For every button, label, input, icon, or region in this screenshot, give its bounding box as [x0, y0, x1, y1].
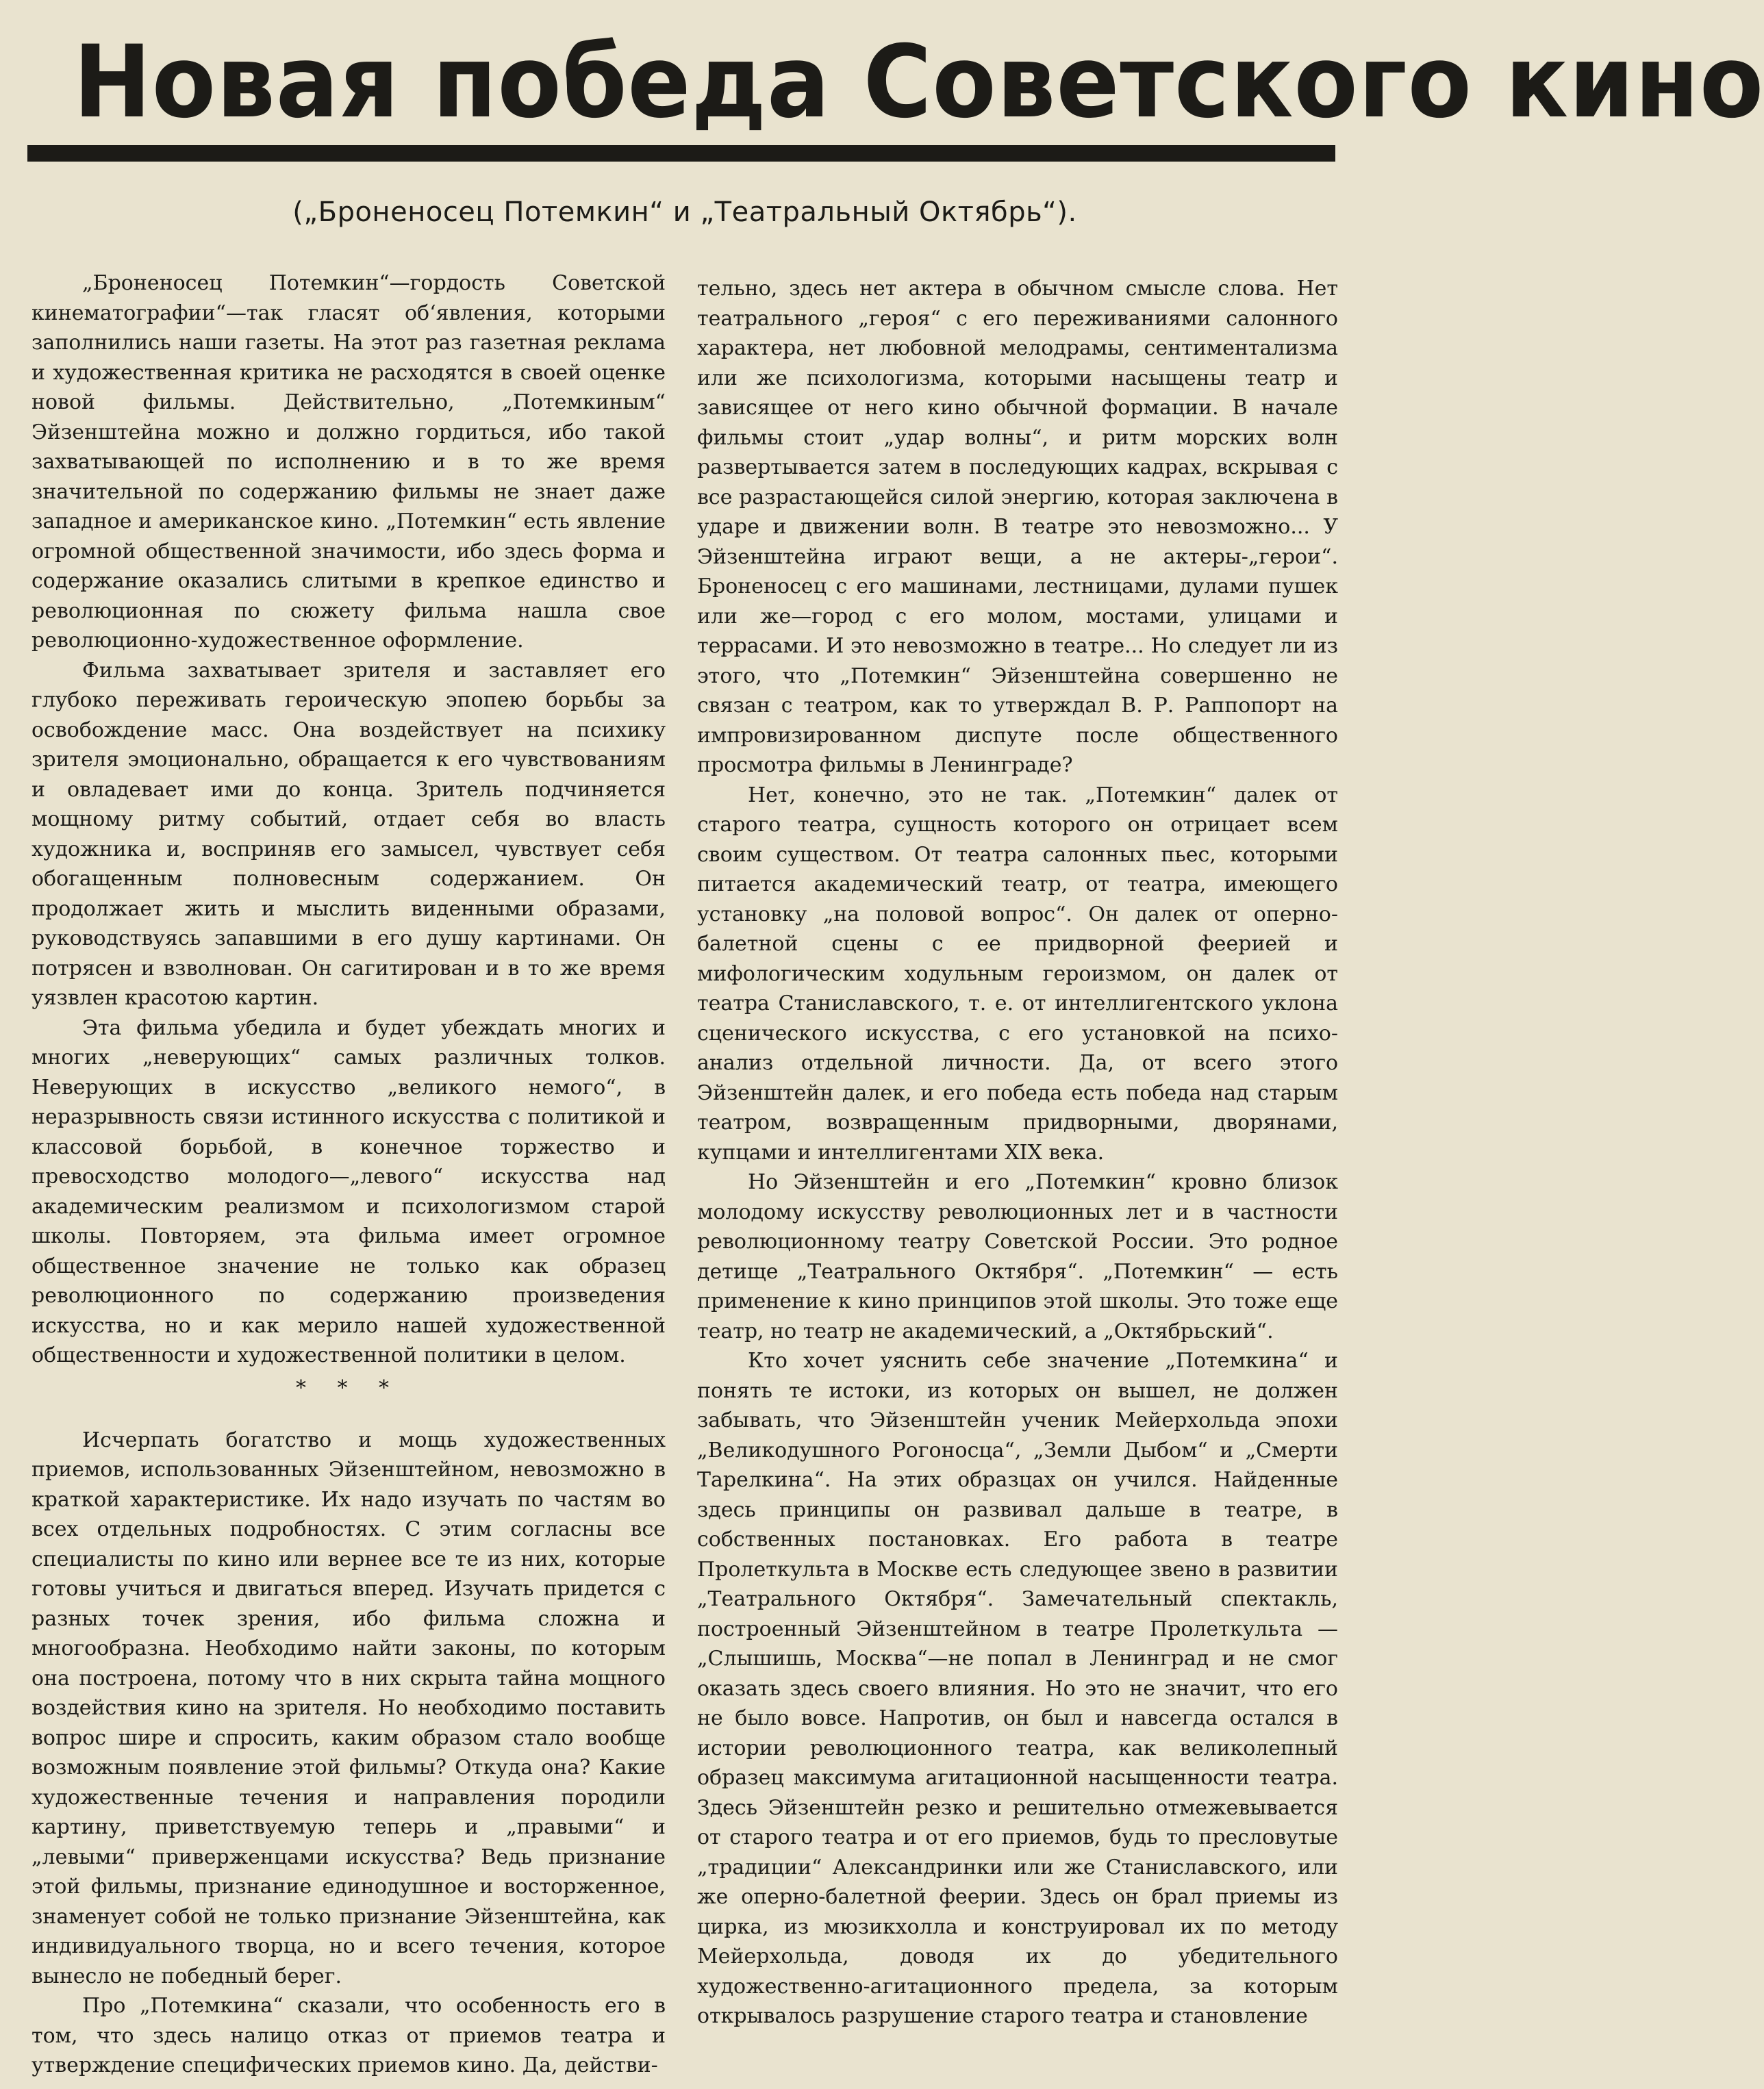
section-separator: * * * [295, 1376, 402, 1400]
paragraph: „Броненосец Потемкин“—гордость Советской кинематографии“—так гласят об‘явления, которыми заполнились наши газеты. На этот раз газетная реклама и художественная критика не расходятся в своей оценке новой фильмы. Действительно, „Потемкиным“ Эйзенштейна можно и должно гордиться, ибо такой захватывающей по исполнению и в то же время значительной по содержанию фильмы не знает даже западное и американское кино. „Потемкин“ есть явление огромной общественной значимости, ибо здесь форма и содержание оказались слитыми в крепкое единство и революционная по сюжету фильма нашла свое революционно-художественное оформление. [32, 271, 666, 653]
paragraph: Про „Потемкина“ сказали, что особенность его в том, что здесь налицо отказ от приемов театра и утверждение специфических приемов кино. Да, действи- [32, 1994, 666, 2077]
paragraph: Исчерпать богатство и мощь художественных приемов, использованных Эйзенштейном, невозможно в краткой характеристике. Их надо изучать по частям во всех отдельных подробностях. С этим согласны все специалисты по кино или вернее все те из них, которые готовы учиться и двигаться вперед. Изучать придется с разных точек зрения, ибо фильма сложна и многообразна. Необходимо найти законы, по которым она построена, потому что в них скрыта тайна мощного воздействия кино на зрителя. Но необходимо поставить вопрос шире и спросить, каким образом стало вообще возможным появление этой фильмы? Откуда она? Какие художественные течения и направления породили картину, приветствуемую теперь и „правыми“ и „левыми“ приверженцами искусства? Ведь признание этой фильмы, признание единодушное и восторженное, знаменует собой не только признание Эйзенштейна, как индивидуального творца, но и всего течения, которое вынесло не победный берег. [32, 1428, 666, 1988]
paragraph: Кто хочет уяснить себе значение „Потемкина“ и понять те истоки, из которых он вышел, не должен забывать, что Эйзенштейн ученик Мейерхольда эпохи „Великодушного Рогоносца“, „Земли Дыбом“ и „Смерти Тарелкина“. На этих образцах он учился. Найденные здесь принципы он развивал дальше в театре, в собственных постановках. Его работа в театре Пролеткульта в Москве есть следующее звено в развитии „Театрального Октября“. Замечательный спектакль, построенный Эйзенштейном в театре Пролеткульта — „Слышишь, Москва“—не попал в Ленинград и не смог оказать здесь своего влияния. Но это не значит, что его не было вовсе. Напротив, он был и навсегда остался в истории революционного театра, как великолепный образец максимума агитационной насыщенности театра. Здесь Эйзенштейн резко и решительно отмежевывается от старого театра и от его приемов, будь то пресловутые „традиции“ Александринки или же Станиславского, или же оперно-балетной феерии. Здесь он брал приемы из цирка, из мюзикхолла и конструировал их по методу Мейерхольда, доводя их до убедительного художественно-агитационного предела, за которым открывалось разрушение старого театра и становление [697, 1349, 1338, 2028]
paragraph: Нет, конечно, это не так. „Потемкин“ далек от старого театра, сущность которого он отрицает всем своим существом. От театра салонных пьес, которыми питается академический театр, от театра, имеющего установку „на половой вопрос“. Он далек от оперно-балетной сцены с ее придворной феерией и мифологическим ходульным героизмом, он далек от театра Станиславского, т. е. от интеллигентского уклона сценического искусства, с его установкой на психо-анализ отдельной личности. Да, от всего этого Эйзенштейн далек, и его победа есть победа над старым театром, возвращенным придворными, дворянами, купцами и интеллигентами XIX века. [697, 783, 1338, 1165]
paragraph-continuation: тельно, здесь нет актера в обычном смысле слова. Нет театрального „героя“ с его переживаниями салонного характера, нет любовной мелодрамы, сентиментализма или же психологизма, которыми насыщены театр и зависящее от него кино обычной формации. В начале фильмы стоит „удар волны“, и ритм морских волн развертывается затем в последующих кадрах, вскрывая с все разрастающейся силой энергию, которая заключена в ударе и движении волн. В театре это невозможно... У Эйзенштейна играют вещи, а не актеры-„герои“. Броненосец с его машинами, лестницами, дулами пушек или же—город с его молом, мостами, улицами и террасами. И это невозможно в театре... Но следует ли из этого, что „Потемкин“ Эйзенштейна совершенно не связан с театром, как то утверждал В. Р. Раппопорт на импровизированном диспуте после общественного просмотра фильмы в Ленинграде? [697, 277, 1338, 777]
paragraph: Фильма захватывает зрителя и заставляет его глубоко переживать героическую эпопею борьбы за освобождение масс. Она воздействует на психику зрителя эмоционально, обращается к его чувствованиям и овладевает ими до конца. Зритель подчиняется мощному ритму событий, отдает себя во власть художника и, восприняв его замысел, чувствует себя обогащенным полновесным содержанием. Он продолжает жить и мыслить виденными образами, руководствуясь запавшими в его душу картинами. Он потрясен и взволнован. Он сагитирован и в то же время уязвлен красотою картин. [32, 658, 666, 1010]
left-column [32, 268, 666, 2081]
headline-rule [27, 145, 1335, 162]
subtitle: („Броненосец Потемкин“ и „Театральный Октябрь“). [292, 197, 1077, 228]
headline: Новая победа Советского кино [73, 24, 1764, 140]
paragraph: Но Эйзенштейн и его „Потемкин“ кровно близок молодому искусству революционных лет и в частности революционному театру Советской России. Это родное детище „Театрального Октября“. „Потемкин“ — есть применение к кино принципов этой школы. Это тоже еще театр, но театр не академический, а „Октябрьский“. [697, 1170, 1338, 1343]
paragraph: Эта фильма убедила и будет убеждать многих и многих „неверующих“ самых различных толков. Неверующих в искусство „великого немого“, в неразрывность связи истинного искусства с политикой и классовой борьбой, в конечное торжество и превосходство молодого—„левого“ искусства над академическим реализмом и психологизмом старой школы. Повторяем, эта фильма имеет огромное общественное значение не только как образец революционного по содержанию произведения искусства, но и как мерило нашей художественной общественности и художественной политики в целом. [32, 1015, 666, 1367]
right-column [697, 274, 1338, 2031]
